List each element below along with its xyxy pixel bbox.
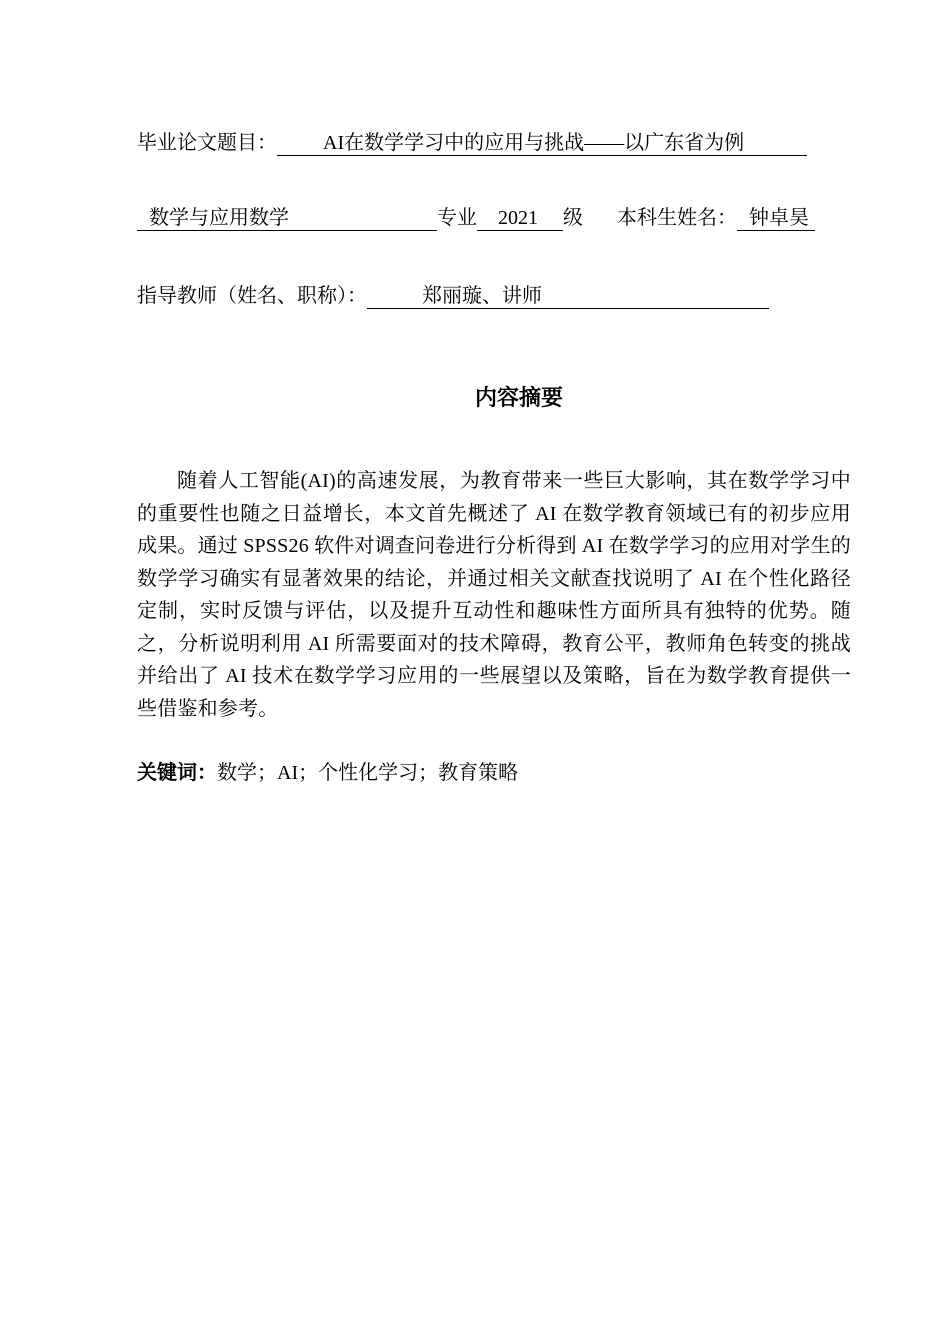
keywords-value: 数学；AI；个性化学习；教育策略 [217,762,519,784]
advisor-line [137,282,769,310]
keywords-line [137,758,518,787]
thesis-title-label: 毕业论文题目： [137,132,277,154]
major-label: 专业 [437,207,477,229]
abstract-heading: 内容摘要 [474,386,563,411]
thesis-title-field: AI在数学学习中的应用与挑战——以广东省为例 [277,131,807,156]
keywords-label: 关键词： [137,760,217,784]
major-year-name-line [137,204,815,232]
student-name-label: 本科生姓名： [617,207,737,229]
thesis-title-line [137,129,807,157]
year-label: 级 [563,207,583,229]
year-field: 2021 [477,206,563,231]
advisor-field: 郑丽璇、讲师 [367,284,769,309]
student-name-field: 钟卓昊 [737,206,815,231]
major-field: 数学与应用数学 [137,206,437,231]
abstract-body: 随着人工智能(AI)的高速发展，为教育带来一些巨大影响，其在数学学习中的重要性也随之日益增长，本文首先概述了 AI 在数学教育领域已有的初步应用成果。通过 SPSS26 软件对调查问卷进行分析得到 AI 在数学学习的应用对学生的数学学习确实有显著效果的结论，并通过相关文献查找说明了 AI 在个性化路径定制，实时反馈与评估，以及提升互动性和趣味性方面所具有独特的优势。随之，分析说明利用 AI 所需要面对的技术障碍，教育公平，教师角色转变的挑战并给出了 AI 技术在数学学习应用的一些展望以及策略，旨在为数学教育提供一些借鉴和参考。 [137,470,851,720]
advisor-label: 指导教师（姓名、职称）： [137,285,367,307]
